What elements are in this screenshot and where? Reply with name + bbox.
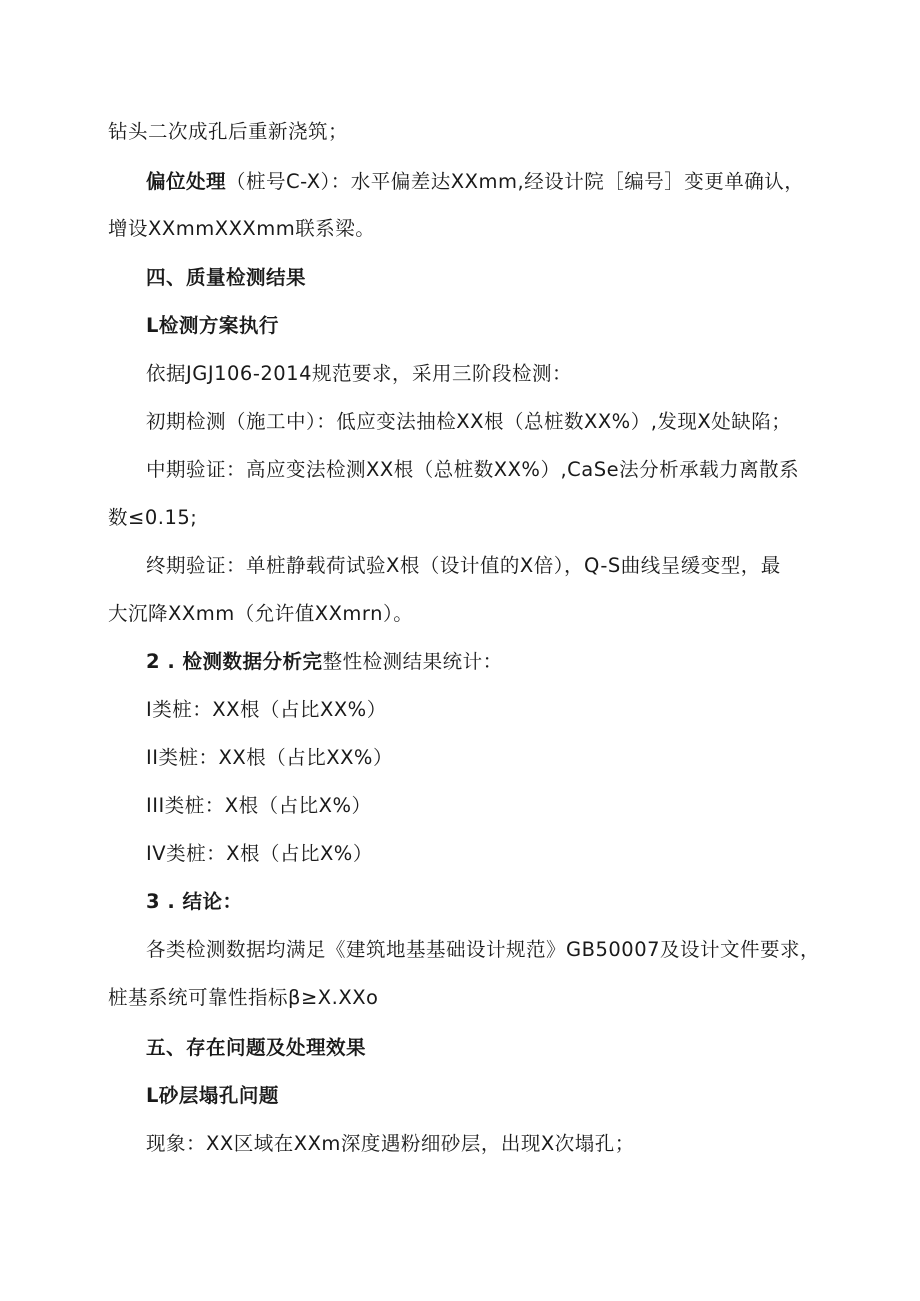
list-item: IV类桩：X根（占比X%） [146,842,373,865]
list-item: I类桩：XX根（占比XX%） [146,698,387,721]
subsection-heading: 3 . 结论： [146,890,243,913]
list-item: III类桩：X根（占比X%） [146,794,372,817]
paragraph-line: 中期验证：高应变法检测XX根（总桩数XX%）,CaSe法分析承载力离散系 [146,458,800,481]
paragraph-line: 终期验证：单桩静载荷试验X根（设计值的X倍），Q-S曲线呈缓变型，最 [146,554,781,577]
paragraph-line: 现象：XX区域在XXm深度遇粉细砂层，出现X次塌孔； [146,1132,635,1155]
bold-label: 2 . 检测数据分析完 [146,650,323,673]
section-heading: 五、存在问题及处理效果 [146,1036,367,1059]
list-item: II类桩：XX根（占比XX%） [146,746,393,769]
bold-label: 偏位处理 [146,170,227,193]
section-heading: 四、质量检测结果 [146,266,307,289]
paragraph-line: 桩基系统可靠性指标β≥X.XXo [108,986,379,1009]
paragraph-line: 增设XXmmXXXmm联系梁。 [108,217,376,240]
paragraph-text: 整性检测结果统计： [322,650,503,673]
paragraph-line: 依据JGJ106-2014规范要求，采用三阶段检测： [146,362,572,385]
paragraph-line: 大沉降XXmm（允许值XXmrn）。 [108,602,414,625]
paragraph-line: 数≤0.15; [108,506,198,529]
paragraph-text: （桩号C-X）：水平偏差达XXmm,经设计院［编号］变更单确认， [226,170,805,193]
paragraph-line [146,168,804,196]
paragraph-line: 各类检测数据均满足《建筑地基基础设计规范》GB50007及设计文件要求， [146,938,821,961]
subsection-heading: L检测方案执行 [146,314,279,337]
paragraph-line [146,648,503,676]
paragraph-line: 初期检测（施工中）：低应变法抽检XX根（总桩数XX%）,发现X处缺陷； [146,410,792,433]
paragraph-line: 钻头二次成孔后重新浇筑； [108,120,349,143]
subsection-heading: L砂层塌孔问题 [146,1084,279,1107]
